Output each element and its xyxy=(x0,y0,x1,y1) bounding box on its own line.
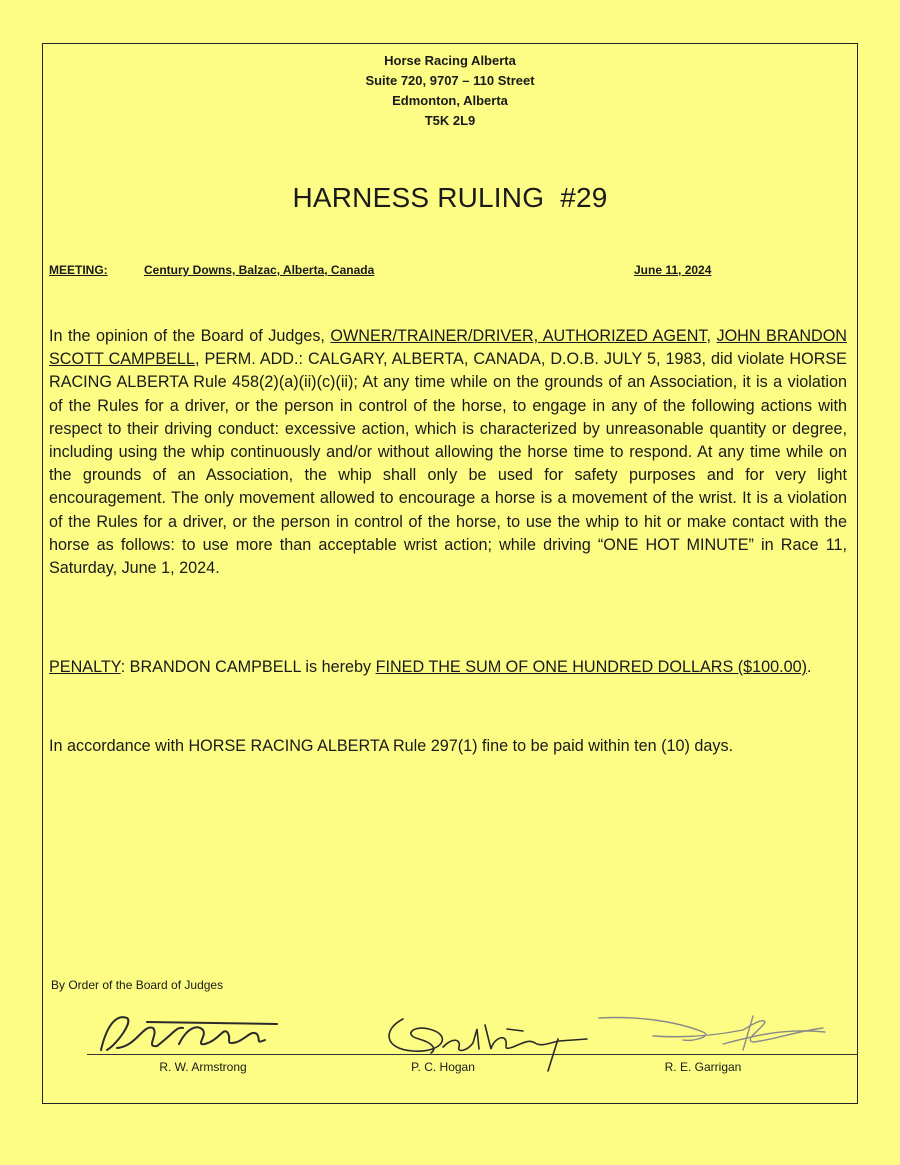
accordance-paragraph: In accordance with HORSE RACING ALBERTA Rule 297(1) fine to be paid within ten (10) days. xyxy=(49,737,734,755)
judge-name-garrigan: R. E. Garrigan xyxy=(664,1060,742,1074)
penalty-fine: FINED THE SUM OF ONE HUNDRED DOLLARS ($100.00) xyxy=(375,658,808,676)
order-text: By Order of the Board of Judges xyxy=(51,978,224,992)
penalty-colon: : xyxy=(120,658,126,676)
org-postal: T5K 2L9 xyxy=(424,113,476,128)
org-name: Horse Racing Alberta xyxy=(384,53,516,68)
letterhead xyxy=(43,51,857,131)
ruling-title-text: HARNESS RULING xyxy=(292,182,545,213)
meeting-date: June 11, 2024 xyxy=(634,263,712,277)
ruling-roles: OWNER/TRAINER/DRIVER, AUTHORIZED AGENT xyxy=(330,327,707,345)
signature-garrigan xyxy=(593,1006,833,1056)
meeting-line xyxy=(49,263,847,279)
ruling-person-name: JOHN BRANDON SCOTT CAMPBELL xyxy=(49,327,847,369)
ruling-body xyxy=(49,325,847,580)
ruling-title xyxy=(43,182,857,214)
ruling-details: , PERM. ADD.: CALGARY, ALBERTA, CANADA, D.O.B. JULY 5, 1983, did violate HORSE RACING ALBERTA Rule 458(2)(a)(ii)(c)(ii); At any time while on the grounds of an Association, it is a violation of the Rules for a driver, or the person in control of the horse, to engage in any of the following actions with respect to their driving conduct: excessive action, which is characterized by unreasonable quantity or degree, including using the whip continuously and/or without allowing the horse time to respond. At any time while on the grounds of an Association, the whip shall only be used for safety purposes and for very light encouragement. The only movement allowed to encourage a horse is a movement of the wrist. It is a violation of the Rules for a driver, or the person in control of the horse, to use the whip to hit or make contact with the horse as follows: to use more than acceptable wrist action; while driving “ONE HOT MINUTE” in Race 11, Saturday, June 1, 2024. xyxy=(49,350,847,578)
ruling-intro: In the opinion of the Board of Judges, xyxy=(49,327,331,345)
org-street: Suite 720, 9707 – 110 Street xyxy=(365,73,535,88)
ruling-comma: , xyxy=(706,327,717,345)
judge-name-hogan: P. C. Hogan xyxy=(411,1060,475,1074)
penalty-label: PENALTY xyxy=(49,658,121,676)
meeting-venue: Century Downs, Balzac, Alberta, Canada xyxy=(144,263,375,277)
signature-armstrong xyxy=(87,1004,287,1064)
penalty-text: BRANDON CAMPBELL is hereby xyxy=(125,658,376,676)
penalty-end: . xyxy=(807,658,812,676)
meeting-label: MEETING: xyxy=(49,263,108,277)
org-city: Edmonton, Alberta xyxy=(392,93,508,108)
signature-line xyxy=(87,1054,857,1055)
penalty-paragraph xyxy=(49,656,847,679)
ruling-number: #29 xyxy=(560,182,608,213)
judge-name-armstrong: R. W. Armstrong xyxy=(159,1060,247,1074)
document-frame xyxy=(42,43,858,1104)
